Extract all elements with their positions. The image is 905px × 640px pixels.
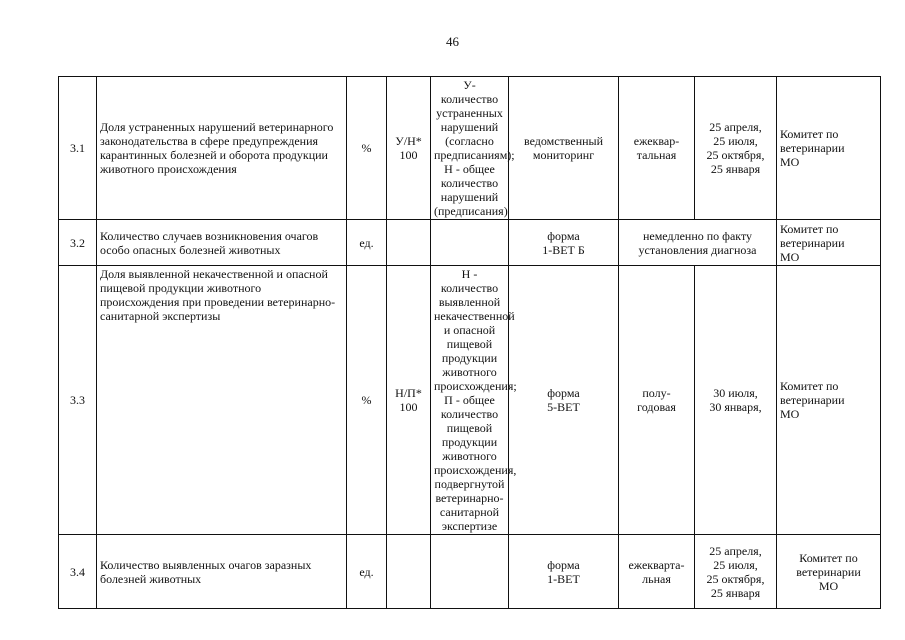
reporting-dates	[695, 77, 777, 220]
description-line: У- количество	[440, 78, 499, 106]
description-line: подвергнутой	[434, 477, 505, 491]
indicator-name: Количество выявленных очагов заразных болезней животных	[97, 535, 347, 609]
responsible-line: МО	[780, 155, 800, 169]
formula-description	[431, 266, 517, 535]
responsible-line: Комитет по	[780, 127, 839, 141]
reporting-dates	[695, 535, 777, 609]
unit-cell: ед.	[347, 220, 387, 266]
page-number: 46	[446, 34, 459, 49]
data-source	[509, 535, 619, 609]
periodicity	[619, 266, 695, 535]
periodicity-merged	[619, 220, 777, 266]
source-line: форма	[547, 386, 580, 400]
description-line: пищевой	[446, 421, 493, 435]
description-line: нарушений	[440, 190, 499, 204]
date-line: 25 апреля,	[709, 120, 762, 134]
responsible-body	[777, 77, 881, 220]
table-row	[59, 77, 881, 220]
description-line: и опасной	[443, 323, 496, 337]
formula-description	[431, 77, 515, 220]
formula-cell	[387, 220, 431, 266]
periodicity-line: немедленно по факту	[642, 228, 753, 243]
formula-line: У/Н*	[395, 134, 422, 148]
description-line: предписаниям);	[434, 148, 515, 162]
periodicity-line: тальная	[636, 148, 677, 162]
formula-line: 100	[399, 148, 418, 162]
responsible-line: Комитет по	[780, 221, 839, 236]
periodicity-line: льная	[642, 571, 671, 586]
description-line: (согласно	[445, 134, 494, 148]
indicators-table	[58, 76, 881, 609]
data-source	[509, 77, 619, 220]
source-line: мониторинг	[532, 148, 595, 162]
formula-cell	[387, 266, 431, 535]
description-line: происхождения,	[434, 463, 517, 477]
description-line: Н - общее	[444, 162, 495, 176]
responsible-line: ветеринарии	[780, 393, 845, 407]
description-line: продукции	[441, 435, 498, 449]
description-line: нарушений	[440, 120, 499, 134]
description-line: пищевой	[446, 337, 493, 351]
date-line: 30 января,	[709, 400, 762, 414]
formula-cell	[387, 535, 431, 609]
date-line: 25 января	[710, 585, 761, 600]
reporting-dates	[695, 266, 777, 535]
description-line: некачественной	[434, 309, 515, 323]
table-row	[59, 220, 881, 266]
description-line: происхождения;	[434, 379, 517, 393]
indicator-name: Доля устраненных нарушений ветеринарного законодательства в сфере предупреждения карантинных болезней и оборота продукции животного происхождения	[97, 77, 347, 220]
responsible-line: ветеринарии	[780, 141, 845, 155]
description-line: животного	[442, 365, 497, 379]
date-line: 25 апреля,	[709, 543, 762, 558]
formula-cell	[387, 77, 431, 220]
description-line: количество	[440, 176, 499, 190]
date-line: 25 октября,	[706, 571, 765, 586]
source-line: 5-ВЕТ	[547, 400, 580, 414]
responsible-line: Комитет по	[799, 550, 858, 565]
formula-description	[431, 535, 509, 609]
responsible-line: МО	[780, 249, 800, 264]
description-line: Н - количество	[440, 267, 499, 295]
indicator-name: Количество случаев возникновения очагов особо опасных болезней животных	[97, 220, 347, 266]
description-line: экспертизе	[441, 519, 498, 533]
responsible-line: МО	[780, 407, 800, 421]
source-line: ведомственный	[523, 134, 604, 148]
periodicity-line: установления диагноза	[638, 242, 757, 257]
description-line: ветеринарно-	[435, 491, 504, 505]
responsible-line: ветеринарии	[780, 235, 845, 250]
formula-description	[431, 220, 509, 266]
periodicity-line: годовая	[637, 400, 676, 414]
description-line: санитарной	[439, 505, 500, 519]
periodicity-line: ежеквар-	[633, 134, 680, 148]
periodicity	[619, 535, 695, 609]
date-line: 25 октября,	[706, 148, 765, 162]
description-line: устраненных	[436, 106, 503, 120]
description-line: П - общее	[444, 393, 495, 407]
source-line: форма	[547, 228, 580, 243]
table-row	[59, 535, 881, 609]
periodicity-line: полу-	[642, 386, 671, 400]
responsible-line: МО	[818, 578, 839, 593]
unit-cell: %	[347, 266, 387, 535]
date-line: 25 июля,	[713, 557, 758, 572]
row-number: 3.3	[59, 266, 97, 535]
description-line: животного	[442, 449, 497, 463]
date-line: 30 июля,	[713, 386, 758, 400]
periodicity-line: ежекварта-	[628, 557, 685, 572]
indicator-name: Доля выявленной некачественной и опасной пищевой продукции животного происхождения при проведении ветеринарно-санитарной экспертизы	[97, 266, 347, 535]
responsible-body	[777, 220, 881, 266]
periodicity	[619, 77, 695, 220]
responsible-line: ветеринарии	[796, 564, 861, 579]
source-line: форма	[547, 557, 580, 572]
row-number: 3.4	[59, 535, 97, 609]
unit-cell: %	[347, 77, 387, 220]
formula-line: 100	[399, 400, 418, 414]
responsible-line: Комитет по	[780, 379, 839, 393]
row-number: 3.1	[59, 77, 97, 220]
description-line: выявленной	[438, 295, 501, 309]
responsible-body	[777, 266, 881, 535]
table-row	[59, 266, 881, 535]
description-line: количество	[440, 407, 499, 421]
source-line: 1-ВЕТ	[547, 571, 580, 586]
responsible-body	[777, 535, 881, 609]
source-line: 1-ВЕТ Б	[542, 242, 585, 257]
unit-cell: ед.	[347, 535, 387, 609]
row-number: 3.2	[59, 220, 97, 266]
description-line: продукции	[441, 351, 498, 365]
formula-line: Н/П*	[395, 386, 422, 400]
data-source	[509, 266, 619, 535]
description-line: (предписания)	[434, 204, 508, 218]
date-line: 25 июля,	[713, 134, 758, 148]
date-line: 25 января	[710, 162, 761, 176]
data-source	[509, 220, 619, 266]
